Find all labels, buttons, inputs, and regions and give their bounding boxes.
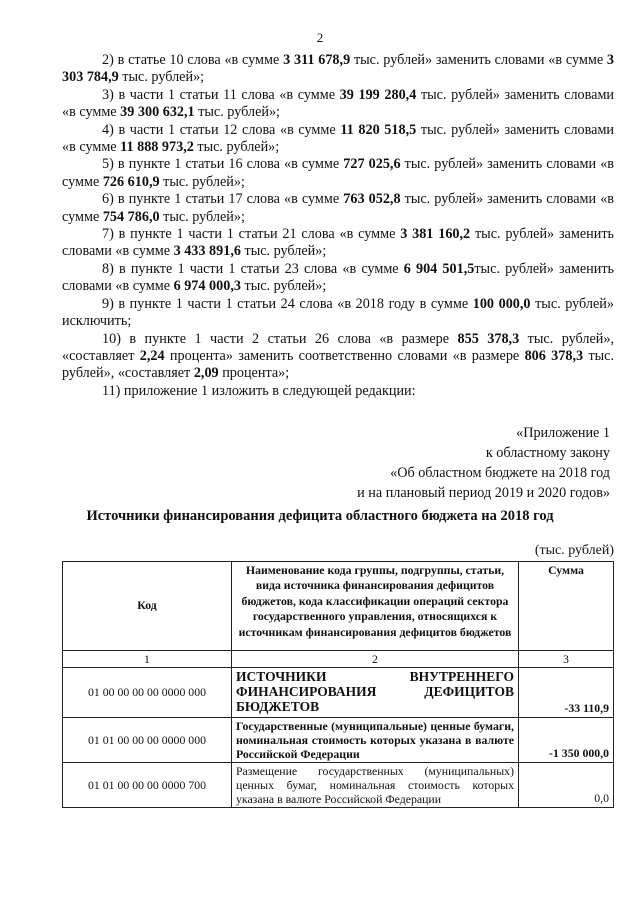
annex-heading xyxy=(357,423,610,503)
row-name: ИСТОЧНИКИ ВНУТРЕННЕГО ФИНАНСИРОВАНИЯ ДЕФИЦИТОВ БЮДЖЕТОВ xyxy=(232,668,519,718)
amendment-item: 8) в пункте 1 части 1 статьи 23 слова «в сумме 6 904 501,5тыс. рублей» заменить словами «в сумме 6 974 000,3 тыс. рублей»; xyxy=(62,260,615,295)
header-name: Наименование кода группы, подгруппы, статьи, вида источника финансирования дефицитов бюджетов, кода классификации операций сектора государственного управления, относящихся к источникам финансирования дефицитов бюджетов xyxy=(232,562,519,651)
amendment-item: 2) в статье 10 слова «в сумме 3 311 678,9 тыс. рублей» заменить словами «в сумме 3 303 784,9 тыс. рублей»; xyxy=(62,52,614,86)
row-sum: -33 110,9 xyxy=(519,668,614,718)
annex-line: к областному закону xyxy=(485,445,610,461)
column-number: 3 xyxy=(519,651,614,668)
annex-line: «Приложение 1 xyxy=(516,425,610,441)
table-row xyxy=(63,763,614,808)
annex-line: и на плановый период 2019 и 2020 годов» xyxy=(357,485,610,501)
row-sum: 0,0 xyxy=(519,763,614,808)
annex-line: «Об областном бюджете на 2018 год xyxy=(390,465,610,481)
row-sum: -1 350 000,0 xyxy=(519,718,614,763)
table-row xyxy=(63,718,614,763)
row-name: Размещение государственных (муниципальных) ценных бумаг, номинальная стоимость которых указана в валюте Российской Федерации xyxy=(232,763,519,808)
amendment-item: 7) в пункте 1 части 1 статьи 21 слова «в сумме 3 381 160,2 тыс. рублей» заменить словами «в сумме 3 433 891,6 тыс. рублей»; xyxy=(62,226,614,260)
table-header-row xyxy=(63,562,614,651)
row-name: Государственные (муниципальные) ценные бумаги, номинальная стоимость которых указана в валюте Российской Федерации xyxy=(232,718,519,763)
header-sum: Сумма xyxy=(519,562,614,651)
units-label: (тыс. рублей) xyxy=(534,543,614,558)
row-code: 01 00 00 00 00 0000 000 xyxy=(63,668,232,718)
amendment-item: 11) приложение 1 изложить в следующей редакции: xyxy=(102,382,416,399)
column-number: 1 xyxy=(63,651,232,668)
row-code: 01 01 00 00 00 0000 700 xyxy=(63,763,232,808)
financing-sources-table xyxy=(62,561,614,808)
amendment-item: 3) в части 1 статьи 11 слова «в сумме 39 199 280,4 тыс. рублей» заменить словами «в сумме 39 300 632,1 тыс. рублей»; xyxy=(62,86,615,121)
amendments-list xyxy=(62,52,614,400)
amendment-item: 4) в части 1 статьи 12 слова «в сумме 11 820 518,5 тыс. рублей» заменить словами «в сумме 11 888 973,2 тыс. рублей»; xyxy=(62,121,615,156)
column-number: 2 xyxy=(232,651,519,668)
amendment-item: 9) в пункте 1 части 1 статьи 24 слова «в 2018 году в сумме 100 000,0 тыс. рублей» исключить; xyxy=(62,295,614,330)
table-row xyxy=(63,668,614,718)
amendment-item: 5) в пункте 1 статьи 16 слова «в сумме 727 025,6 тыс. рублей» заменить словами «в сумме 726 610,9 тыс. рублей»; xyxy=(62,156,614,190)
column-number-row xyxy=(63,651,614,668)
table-title: Источники финансирования дефицита областного бюджета на 2018 год xyxy=(86,508,554,524)
amendment-item: 10) в пункте 1 части 2 статьи 26 слова «в размере 855 378,3 тыс. рублей», «составляет 2,24 процента» заменить соответственно словами «в размере 806 378,3 тыс. рублей», «составляет 2,09 процента»; xyxy=(62,330,615,382)
amendment-item: 6) в пункте 1 статьи 17 слова «в сумме 763 052,8 тыс. рублей» заменить словами «в сумме 754 786,0 тыс. рублей»; xyxy=(62,191,614,225)
page-number: 2 xyxy=(316,30,324,45)
row-code: 01 01 00 00 00 0000 000 xyxy=(63,718,232,763)
header-code: Код xyxy=(63,562,232,651)
